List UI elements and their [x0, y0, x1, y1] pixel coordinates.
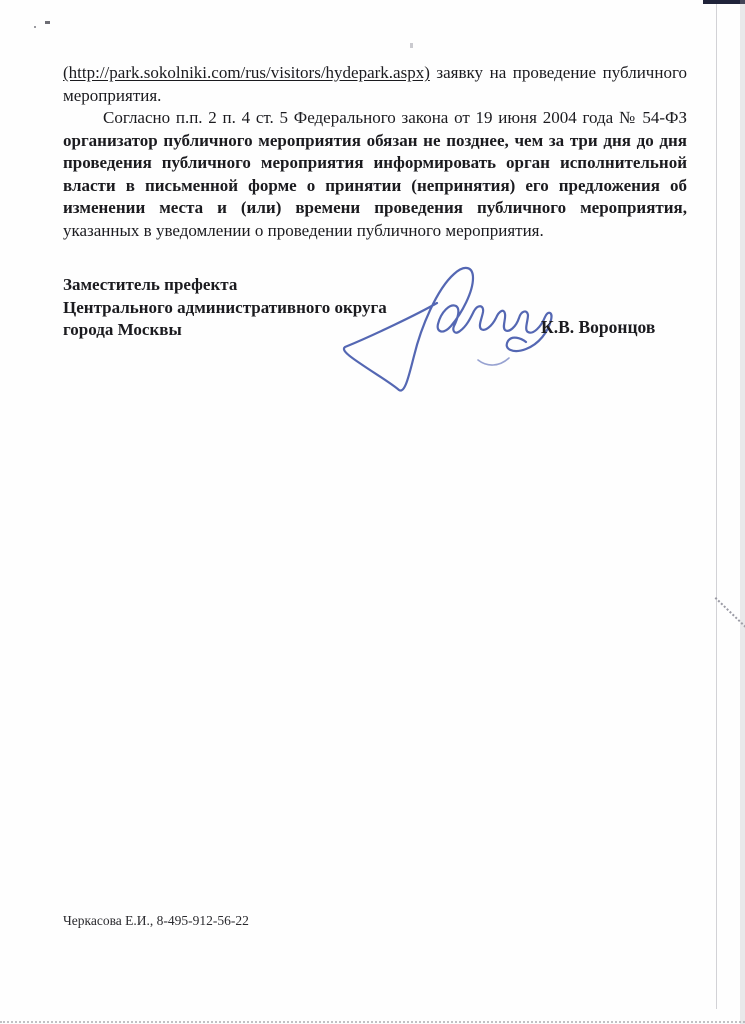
law-reference-obligation-bold: организатор публичного мероприятия обязан не позднее, чем за три дня до дня проведения публичного мероприятия информировать орган исполнительной власти в письменной форме о принятии (непринятия) его предложения об изменении места и (или) времени проведения публичного мероприятия,: [63, 130, 687, 217]
document-body: [63, 62, 687, 242]
scan-artifact-vertical-line: [716, 4, 717, 1009]
scan-artifact-speck: [34, 26, 36, 28]
law-reference-ending: указанных в уведомлении о проведении публичного мероприятия.: [63, 220, 544, 240]
signatory-name: К.В. Воронцов: [541, 317, 656, 337]
paragraph-application: [63, 62, 687, 107]
scan-artifact-bottom-edge: [0, 1021, 745, 1023]
paragraph-law-reference: [63, 107, 687, 242]
scan-artifact-right-strip: [740, 0, 745, 1024]
signatory-position-line3: города Москвы: [63, 320, 182, 339]
signatory-position-line2: Центрального административного округа: [63, 297, 387, 317]
hydepark-url-link: (http://park.sokolniki.com/rus/visitors/hydepark.aspx): [63, 63, 430, 82]
law-reference-intro: Согласно п.п. 2 п. 4 ст. 5 Федерального закона от 19 июня 2004 года № 54-ФЗ: [103, 108, 687, 127]
handwritten-signature: [333, 258, 561, 400]
scan-artifact-speck: [410, 43, 413, 48]
signatory-position-line1: Заместитель префекта: [63, 275, 238, 294]
scan-artifact-top-right-bar: [703, 0, 745, 4]
scan-artifact-speck: [45, 21, 50, 24]
executor-contact-line: Черкасова Е.И., 8-495-912-56-22: [63, 913, 249, 928]
paragraph-application-text: заявку на проведение публичного мероприятия.: [63, 63, 687, 105]
